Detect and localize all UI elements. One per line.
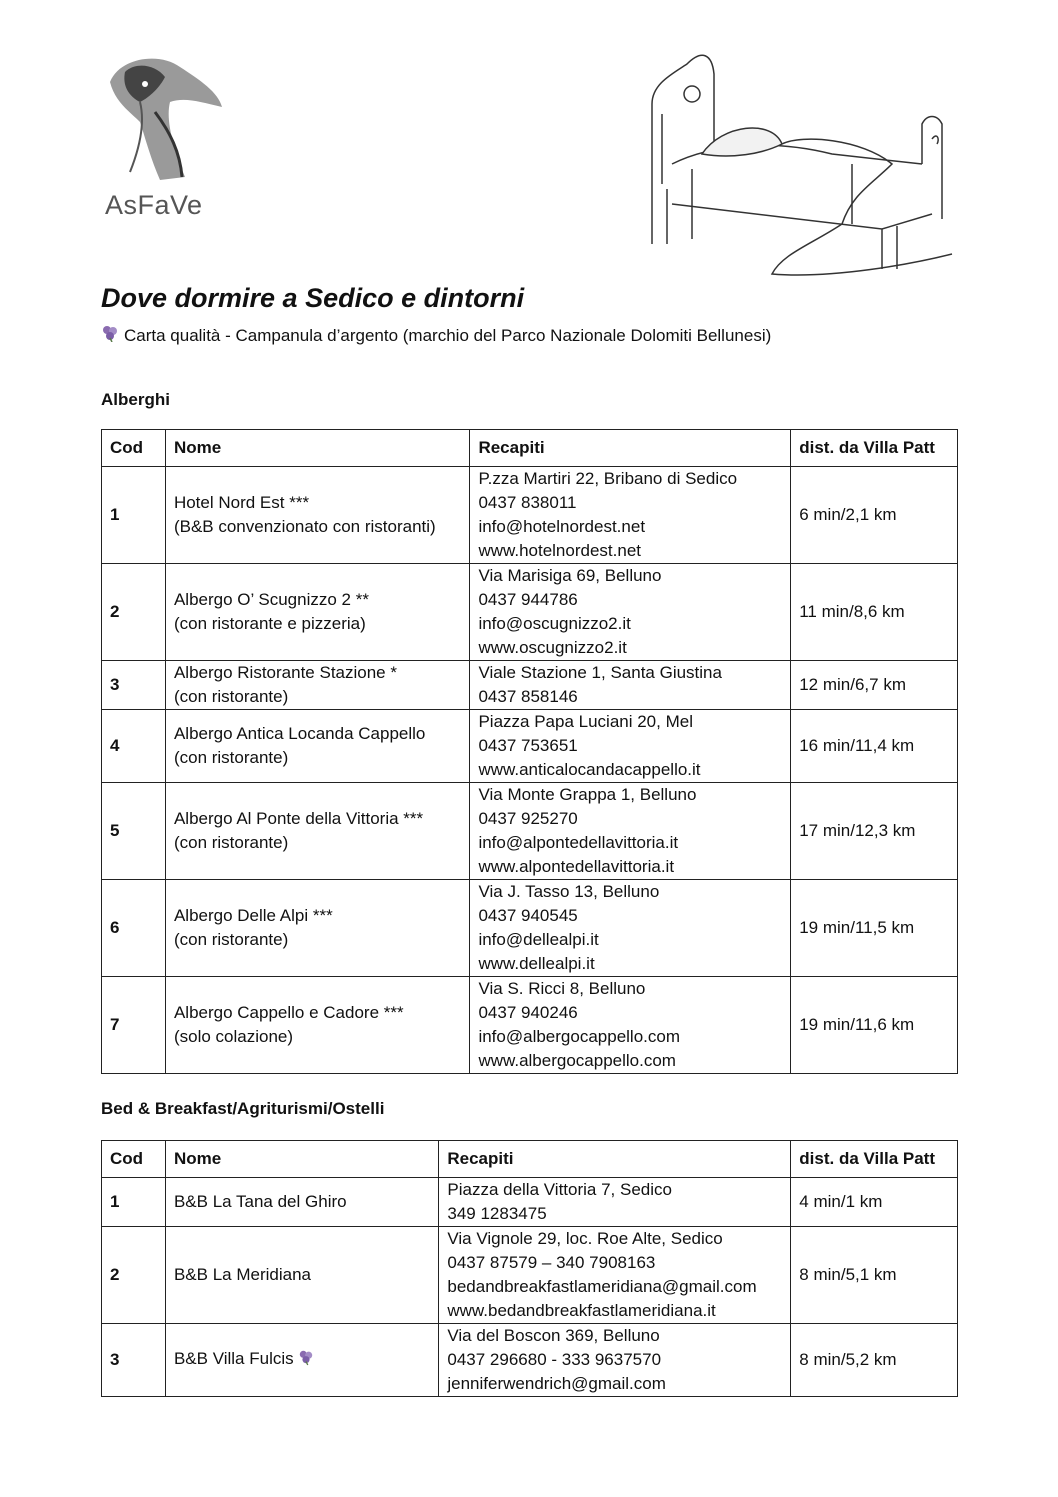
bnb-table bbox=[101, 1140, 958, 1397]
name-line: Hotel Nord Est *** bbox=[173, 493, 310, 512]
section-heading-hotels: Alberghi bbox=[101, 390, 170, 409]
contact-line: 0437 87579 – 340 7908163 bbox=[447, 1253, 656, 1272]
cell-contacts bbox=[470, 880, 791, 977]
cell-cod: 2 bbox=[102, 1227, 166, 1324]
table-header-row bbox=[102, 430, 958, 467]
website-link[interactable]: www.bedandbreakfastlameridiana.it bbox=[447, 1301, 716, 1320]
email-link[interactable]: info@alpontedellavittoria.it bbox=[478, 833, 679, 852]
name-line: (con ristorante) bbox=[173, 748, 289, 767]
cell-distance: 4 min/1 km bbox=[791, 1178, 958, 1227]
name-line: (B&B convenzionato con ristoranti) bbox=[173, 517, 436, 536]
contact-line: Piazza Papa Luciani 20, Mel bbox=[478, 712, 693, 731]
name-line: (con ristorante) bbox=[173, 930, 289, 949]
cell-contacts bbox=[470, 564, 791, 661]
cell-name bbox=[165, 661, 470, 710]
cell-cod: 1 bbox=[102, 467, 166, 564]
campanula-icon bbox=[298, 1348, 314, 1373]
contact-line: 349 1283475 bbox=[447, 1204, 547, 1223]
cell-name bbox=[165, 467, 470, 564]
table-row bbox=[102, 783, 958, 880]
cell-distance: 8 min/5,1 km bbox=[791, 1227, 958, 1324]
cell-cod: 4 bbox=[102, 710, 166, 783]
col-header: dist. da Villa Patt bbox=[791, 1141, 958, 1178]
cell-distance: 16 min/11,4 km bbox=[791, 710, 958, 783]
contact-line: Via del Boscon 369, Belluno bbox=[447, 1326, 660, 1345]
cell-contacts bbox=[439, 1324, 791, 1397]
name-line: (con ristorante) bbox=[173, 833, 289, 852]
cell-cod: 1 bbox=[102, 1178, 166, 1227]
website-link[interactable]: www.alpontedellavittoria.it bbox=[478, 857, 675, 876]
name-line: (con ristorante) bbox=[173, 687, 289, 706]
cell-contacts bbox=[470, 467, 791, 564]
name-line: (solo colazione) bbox=[173, 1027, 294, 1046]
cell-name bbox=[165, 880, 470, 977]
col-header: Nome bbox=[165, 430, 470, 467]
table-row bbox=[102, 1324, 958, 1397]
website-link[interactable]: www.anticalocandacappello.it bbox=[478, 760, 701, 779]
col-header: dist. da Villa Patt bbox=[791, 430, 958, 467]
contact-line: 0437 925270 bbox=[478, 809, 578, 828]
col-header: Recapiti bbox=[439, 1141, 791, 1178]
name-line: Albergo Antica Locanda Cappello bbox=[173, 724, 426, 743]
cell-name: B&B La Tana del Ghiro bbox=[165, 1178, 438, 1227]
cell-name bbox=[165, 710, 470, 783]
cell-distance: 17 min/12,3 km bbox=[791, 783, 958, 880]
cell-distance: 11 min/8,6 km bbox=[791, 564, 958, 661]
name-line: Albergo Ristorante Stazione * bbox=[173, 663, 397, 682]
col-header: Recapiti bbox=[470, 430, 791, 467]
email-link[interactable]: bedandbreakfastlameridiana@gmail.com bbox=[447, 1277, 757, 1296]
contact-line: Viale Stazione 1, Santa Giustina bbox=[478, 663, 722, 682]
cell-contacts bbox=[470, 661, 791, 710]
email-link[interactable]: info@albergocappello.com bbox=[478, 1027, 680, 1046]
cell-contacts bbox=[470, 783, 791, 880]
page-title: Dove dormire a Sedico e dintorni bbox=[101, 283, 525, 313]
cell-cod: 5 bbox=[102, 783, 166, 880]
contact-line: 0437 858146 bbox=[478, 687, 578, 706]
email-link[interactable]: info@hotelnordest.net bbox=[478, 517, 646, 536]
quality-note-text: Carta qualità - Campanula d’argento (marchio del Parco Nazionale Dolomiti Bellunesi) bbox=[124, 325, 772, 345]
email-link[interactable]: info@oscugnizzo2.it bbox=[478, 614, 631, 633]
name-line: B&B Villa Fulcis bbox=[173, 1349, 294, 1369]
hotels-table bbox=[101, 429, 958, 1074]
contact-line: 0437 296680 - 333 9637570 bbox=[447, 1350, 662, 1369]
squirrel-illustration bbox=[100, 52, 225, 192]
campanula-icon bbox=[101, 324, 119, 347]
asfave-logo bbox=[100, 52, 230, 222]
table-row bbox=[102, 467, 958, 564]
email-link[interactable]: jenniferwendrich@gmail.com bbox=[447, 1374, 666, 1393]
contact-line: Piazza della Vittoria 7, Sedico bbox=[447, 1180, 672, 1199]
col-header: Cod bbox=[102, 430, 166, 467]
contact-line: Via J. Tasso 13, Belluno bbox=[478, 882, 660, 901]
cell-name: B&B La Meridiana bbox=[165, 1227, 438, 1324]
table-header-row bbox=[102, 1141, 958, 1178]
name-line: Albergo Al Ponte della Vittoria *** bbox=[173, 809, 424, 828]
table-row bbox=[102, 661, 958, 710]
contact-line: Via S. Ricci 8, Belluno bbox=[478, 979, 646, 998]
cell-contacts bbox=[439, 1178, 791, 1227]
cell-contacts bbox=[470, 710, 791, 783]
cell-cod: 3 bbox=[102, 661, 166, 710]
cell-name bbox=[165, 564, 470, 661]
cell-cod: 3 bbox=[102, 1324, 166, 1397]
cell-name bbox=[165, 783, 470, 880]
cell-contacts bbox=[470, 977, 791, 1074]
contact-line: 0437 838011 bbox=[478, 493, 577, 512]
contact-line: Via Marisiga 69, Belluno bbox=[478, 566, 662, 585]
cell-contacts bbox=[439, 1227, 791, 1324]
name-line: Albergo Delle Alpi *** bbox=[173, 906, 333, 925]
cell-distance: 19 min/11,6 km bbox=[791, 977, 958, 1074]
contact-line: Via Monte Grappa 1, Belluno bbox=[478, 785, 697, 804]
table-row bbox=[102, 710, 958, 783]
table-row bbox=[102, 1227, 958, 1324]
table-row bbox=[102, 977, 958, 1074]
name-line: (con ristorante e pizzeria) bbox=[173, 614, 366, 633]
website-link[interactable]: www.dellealpi.it bbox=[478, 954, 595, 973]
cell-cod: 7 bbox=[102, 977, 166, 1074]
cell-cod: 2 bbox=[102, 564, 166, 661]
email-link[interactable]: info@dellealpi.it bbox=[478, 930, 599, 949]
contact-line: P.zza Martiri 22, Bribano di Sedico bbox=[478, 469, 738, 488]
table-row bbox=[102, 564, 958, 661]
name-line: Albergo O’ Scugnizzo 2 ** bbox=[173, 590, 369, 609]
cell-name bbox=[165, 1324, 438, 1397]
cell-distance: 19 min/11,5 km bbox=[791, 880, 958, 977]
quality-note bbox=[101, 324, 771, 347]
bed-drawing bbox=[632, 44, 962, 284]
cell-distance: 8 min/5,2 km bbox=[791, 1324, 958, 1397]
contact-line: 0437 940545 bbox=[478, 906, 578, 925]
name-line: Albergo Cappello e Cadore *** bbox=[173, 1003, 404, 1022]
contact-line: 0437 940246 bbox=[478, 1003, 578, 1022]
cell-name bbox=[165, 977, 470, 1074]
contact-line: Via Vignole 29, loc. Roe Alte, Sedico bbox=[447, 1229, 723, 1248]
website-link[interactable]: www.albergocappello.com bbox=[478, 1051, 676, 1070]
table-row bbox=[102, 880, 958, 977]
cell-distance: 6 min/2,1 km bbox=[791, 467, 958, 564]
cell-cod: 6 bbox=[102, 880, 166, 977]
col-header: Cod bbox=[102, 1141, 166, 1178]
section-heading-bnb: Bed & Breakfast/Agriturismi/Ostelli bbox=[101, 1099, 385, 1118]
bed-illustration bbox=[632, 44, 962, 284]
website-link[interactable]: www.oscugnizzo2.it bbox=[478, 638, 627, 657]
col-header: Nome bbox=[165, 1141, 438, 1178]
table-row bbox=[102, 1178, 958, 1227]
logo-text: AsFaVe bbox=[105, 190, 203, 220]
contact-line: 0437 753651 bbox=[478, 736, 578, 755]
cell-distance: 12 min/6,7 km bbox=[791, 661, 958, 710]
contact-line: 0437 944786 bbox=[478, 590, 578, 609]
website-link[interactable]: www.hotelnordest.net bbox=[478, 541, 641, 560]
